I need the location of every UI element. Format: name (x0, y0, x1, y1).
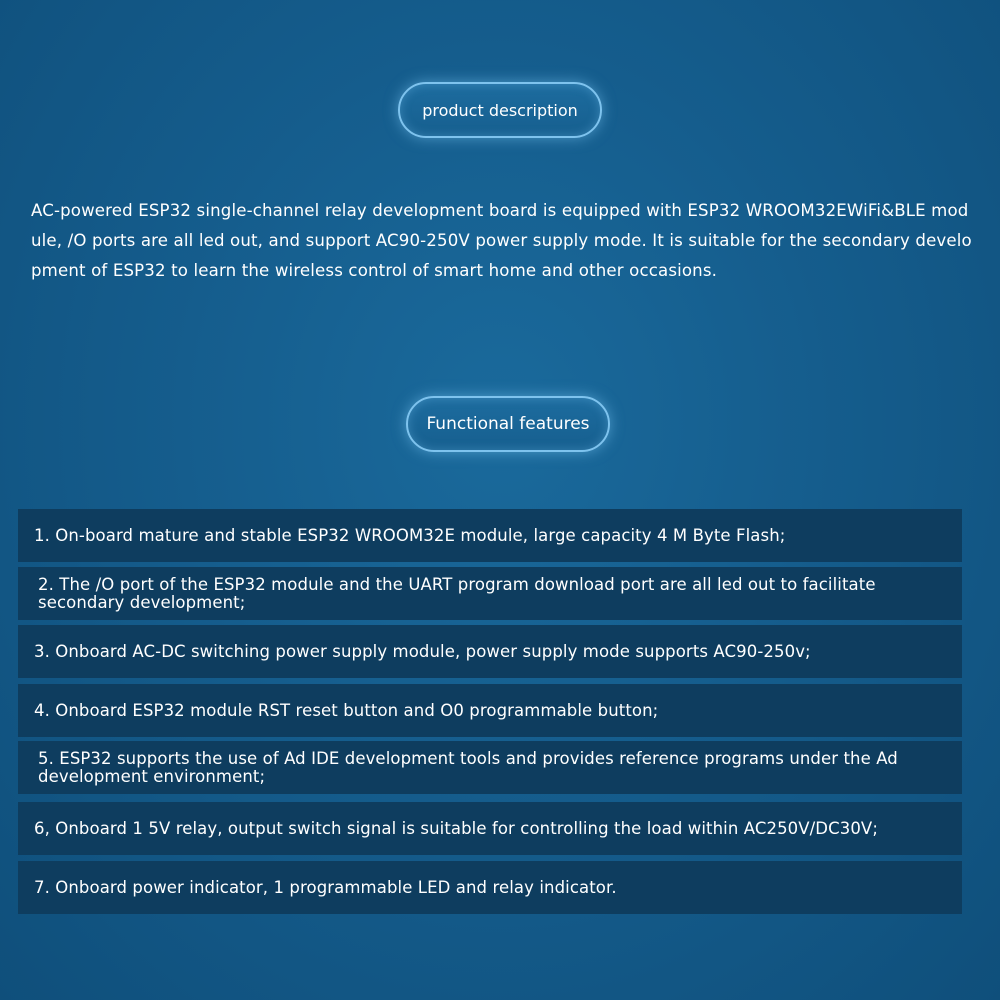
functional-features-heading: Functional features (406, 396, 610, 452)
feature-item-7: 7. Onboard power indicator, 1 programmable LED and relay indicator. (18, 861, 962, 914)
feature-item-3: 3. Onboard AC-DC switching power supply module, power supply mode supports AC90-250v; (18, 625, 962, 678)
product-description-text: AC-powered ESP32 single-channel relay development board is equipped with ESP32 WROOM32EWiFi&BLE module, /O ports are all led out, and support AC90-250V power supply mode. It is suitable for the secondary development of ESP32 to learn the wireless control of smart home and other occasions. (31, 201, 972, 280)
product-description-heading: product description (398, 82, 602, 138)
feature-item-2: 2. The /O port of the ESP32 module and the UART program download port are all led out to facilitate secondary development; (18, 567, 962, 620)
feature-item-1: 1. On-board mature and stable ESP32 WROOM32E module, large capacity 4 M Byte Flash; (18, 509, 962, 562)
feature-item-4: 4. Onboard ESP32 module RST reset button and O0 programmable button; (18, 684, 962, 737)
feature-item-6: 6, Onboard 1 5V relay, output switch signal is suitable for controlling the load within AC250V/DC30V; (18, 802, 962, 855)
feature-item-5: 5. ESP32 supports the use of Ad IDE development tools and provides reference programs under the Ad development environment; (18, 741, 962, 794)
